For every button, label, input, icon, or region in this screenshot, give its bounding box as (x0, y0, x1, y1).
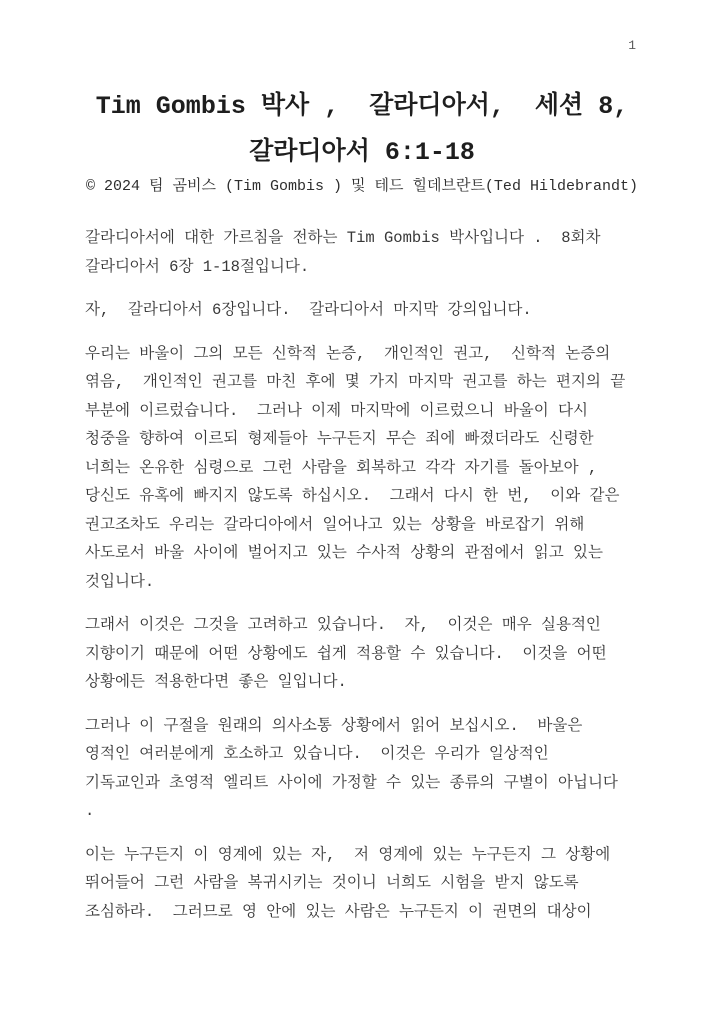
text-line: 기독교인과 초영적 엘리트 사이에 가정할 수 있는 종류의 구별이 아닙니다 (85, 773, 618, 792)
document-title (0, 84, 724, 176)
text-line: 영적인 여러분에게 호소하고 있습니다. 이것은 우리가 일상적인 (85, 745, 549, 763)
paragraph (85, 712, 668, 826)
text-line: 부분에 이르렀습니다. 그러나 이제 마지막에 이르렀으니 바울이 다시 (85, 401, 588, 420)
text-line: 조심하라. 그러므로 영 안에 있는 사람은 누구든지 이 권면의 대상이 (85, 902, 592, 921)
paragraph (85, 611, 668, 697)
copyright-line: © 2024 팀 곰비스 (Tim Gombis ) 및 테드 힐데브란트(Ted Hildebrandt) (86, 178, 638, 195)
text-line: 사도로서 바울 사이에 벌어지고 있는 수사적 상황의 관점에서 읽고 있는 (85, 544, 603, 562)
text-line: 엮음, 개인적인 권고를 마친 후에 몇 가지 마지막 권고를 하는 편지의 끝 (85, 373, 626, 391)
text-line: 권고조차도 우리는 갈라디아에서 일어나고 있는 상황을 바로잡기 위해 (85, 515, 585, 534)
text-line: 너희는 온유한 심령으로 그런 사람을 회복하고 각각 자기를 돌아보아 , (85, 458, 598, 477)
text-line: 지향이기 때문에 어떤 상황에도 쉽게 적용할 수 있습니다. 이것을 어떤 (85, 644, 607, 663)
text-line: 이는 누구든지 이 영계에 있는 자, 저 영계에 있는 누구든지 그 상황에 (85, 845, 611, 864)
paragraph (85, 224, 668, 281)
text-line: 갈라디아서에 대한 가르침을 전하는 Tim Gombis 박사입니다 . 8회차 (85, 229, 601, 247)
text-line: 상황에든 적용한다면 좋은 일입니다. (85, 673, 347, 691)
text-line: 자, 갈라디아서 6장입니다. 갈라디아서 마지막 강의입니다. (85, 301, 532, 319)
text-line: . (85, 802, 95, 820)
text-line: 그러나 이 구절을 원래의 의사소통 상황에서 읽어 보십시오. 바울은 (85, 716, 583, 735)
paragraph (85, 841, 668, 927)
title-line-2: 갈라디아서 6:1-18 (249, 138, 475, 167)
text-line: 청중을 향하여 이르되 형제들아 누구든지 무슨 죄에 빠졌더라도 신령한 (85, 430, 594, 448)
text-line: 것입니다. (85, 572, 155, 591)
paragraph (85, 296, 668, 325)
text-line: 당신도 유혹에 빠지지 않도록 하십시오. 그래서 다시 한 번, 이와 같은 (85, 487, 620, 505)
page-number: 1 (628, 38, 636, 53)
text-line: 갈라디아서 6장 1-18절입니다. (85, 257, 310, 276)
text-line: 우리는 바울이 그의 모든 신학적 논증, 개인적인 권고, 신학적 논증의 (85, 344, 611, 363)
title-line-1: Tim Gombis 박사 , 갈라디아서, 세션 8, (95, 92, 629, 121)
paragraph (85, 340, 668, 597)
text-line: 뛰어들어 그런 사람을 복귀시키는 것이니 너희도 시험을 받지 않도록 (85, 874, 579, 892)
document-body (85, 224, 668, 926)
text-line: 그래서 이것은 그것을 고려하고 있습니다. 자, 이것은 매우 실용적인 (85, 616, 601, 634)
